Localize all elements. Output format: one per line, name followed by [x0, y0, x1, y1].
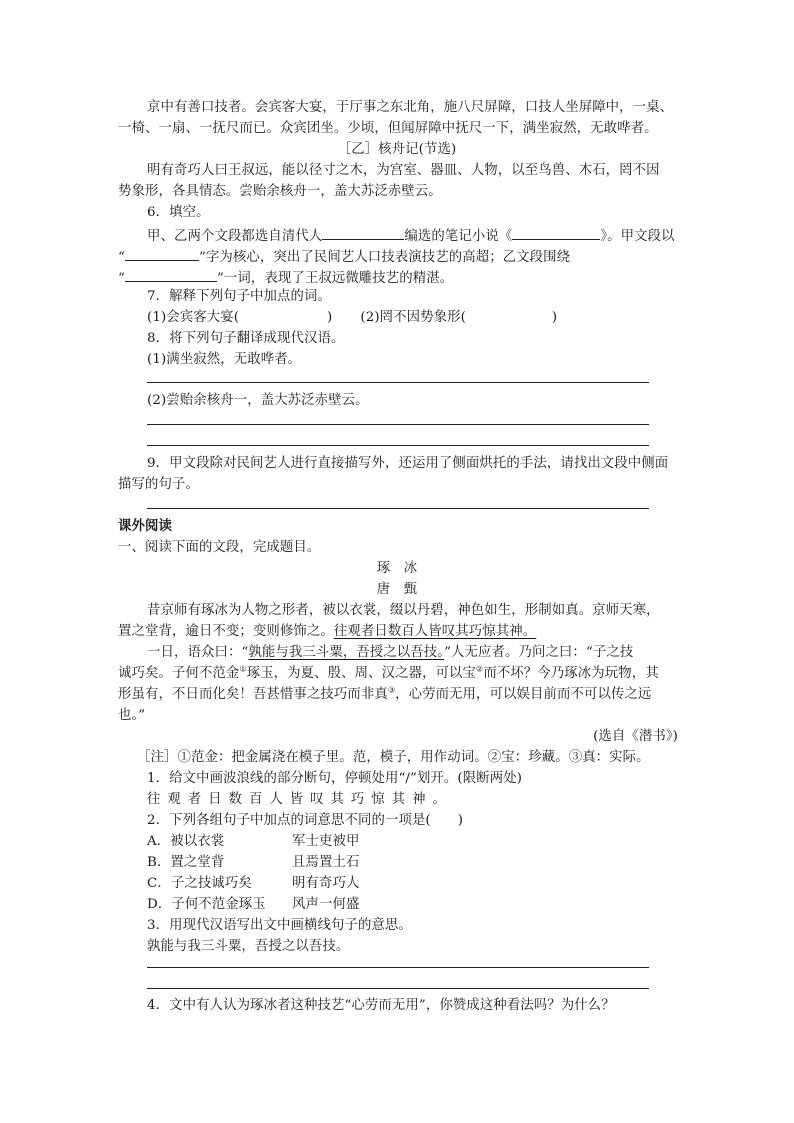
- extra-title: 琢 冰: [376, 561, 418, 576]
- option-d-left: D．子何不范金琢玉: [147, 897, 266, 912]
- eq2-option-b[interactable]: [147, 855, 359, 871]
- q6-line-3: [118, 268, 453, 287]
- q7-items: [147, 310, 557, 326]
- extra-p2-line-2: [118, 666, 659, 682]
- q6-line1-a: 甲、乙两个文段都选自清代人: [147, 229, 323, 244]
- eq1-title: 1．给文中画波浪线的部分断句，停顿处用“/”划开。(限断两处): [147, 771, 523, 786]
- option-c-left: C．子之技诚巧矣: [147, 876, 252, 891]
- q6-line1-c: 》。甲文段以: [600, 229, 675, 244]
- eq3-answer-line-1[interactable]: [147, 967, 649, 968]
- eq1-text[interactable]: 往观者日数百人皆叹其巧惊其神。: [147, 792, 453, 807]
- q6-title: 6．填空。: [147, 205, 210, 220]
- q8-answer-line-3[interactable]: [147, 445, 649, 446]
- q6-blank-author[interactable]: [322, 226, 404, 240]
- option-b-right: 且焉置土石: [292, 855, 360, 870]
- q6-line-1: [147, 226, 675, 245]
- extra-p1-line2-a: 置之堂背，逾日不变；变则修饰之。: [118, 624, 334, 639]
- extra-p2-line2-b: 琢玉，为夏、殷、周、汉之器，可以宝: [246, 666, 477, 681]
- q6-blank-word-b[interactable]: [125, 268, 217, 282]
- q7-item-2-end: ): [551, 310, 558, 325]
- option-a-right: 军士吏被甲: [292, 834, 360, 849]
- q6-line3-a: “: [118, 271, 125, 286]
- extra-p2-line-4: 也。”: [118, 708, 146, 723]
- eq2-option-a[interactable]: [147, 834, 359, 850]
- footnote-ref-1: ①: [239, 664, 247, 674]
- eq4-title: 4．文中有人认为琢冰者这种技艺“心劳而无用”，你赞成这种看法吗？为什么？: [147, 998, 615, 1013]
- q8-item-2: (2)尝贻余核舟一，盖大苏泛赤壁云。: [147, 393, 369, 408]
- underlined-sentence: 孰能与我三斗粟，吾授之以吾技。: [248, 645, 445, 660]
- q8-answer-line-2[interactable]: [147, 424, 649, 425]
- wavy-underlined-sentence: 往观者日数百人皆叹其巧惊其神。: [333, 624, 537, 639]
- eq2-title: 2．下列各组句子中加点的词意思不同的一项是( ): [147, 813, 464, 828]
- extra-p2-line3-a: 形虽有，不日而化矣！吾甚惜事之技巧而非真: [118, 687, 388, 702]
- passage-a-line-1: 京中有善口技者。会宾客大宴，于厅事之东北角，施八尺屏障，口技人坐屏障中，一桌、: [147, 100, 674, 115]
- passage-b-line-1: 明有奇巧人曰王叔远，能以径寸之木，为宫室、器皿、人物，以至鸟兽、木石，罔不因: [147, 163, 660, 178]
- eq3-text: 孰能与我三斗粟，吾授之以吾技。: [147, 939, 350, 954]
- eq2-option-c[interactable]: [147, 876, 359, 892]
- q7-item-1: (1)会宾客大宴(: [147, 310, 240, 325]
- q6-line1-b: 编选的笔记小说《: [404, 229, 513, 244]
- passage-b-line-2: 势象形，各具情态。尝贻余核舟一，盖大苏泛赤壁云。: [118, 184, 442, 199]
- eq3-answer-line-2[interactable]: [147, 988, 649, 989]
- q6-line-2: [118, 247, 570, 266]
- extra-p2-line1-c: ”人无应者。乃问之曰：“子之技: [444, 645, 634, 660]
- passage-b-title: ［乙］核舟记(节选): [337, 142, 457, 157]
- extra-p2-line1-a: 一日，语众曰：“: [147, 645, 249, 660]
- eq2-option-d[interactable]: [147, 897, 359, 913]
- q9-answer-line[interactable]: [147, 508, 649, 509]
- extra-source: (选自《潜书》): [593, 729, 678, 744]
- extra-p2-line-1: [147, 645, 633, 661]
- q6-line3-b: ”一词，表现了王叔远微雕技艺的精湛。: [216, 271, 454, 286]
- option-b-left: B．置之堂背: [147, 855, 225, 870]
- extra-p2-line2-c: 而不坏？今乃琢冰为玩物，其: [483, 666, 659, 681]
- q6-line2-b: ”字为核心，突出了民间艺人口技表演技艺的高超；乙文段围绕: [198, 250, 571, 265]
- q8-title: 8．将下列句子翻译成现代汉语。: [147, 331, 345, 346]
- footnote-ref-3: ③: [387, 685, 396, 695]
- eq3-title: 3．用现代汉语写出文中画横线句子的意思。: [147, 918, 412, 933]
- q7-item-2: (2)罔不因势象形(: [360, 310, 466, 325]
- option-d-right: 风声一何盛: [292, 897, 360, 912]
- extra-p2-line3-b: ，心劳而无用，可以娱目前而不可以传之远: [395, 687, 652, 702]
- extra-instruction: 一、阅读下面的文段，完成题目。: [118, 540, 321, 555]
- extra-p2-line2-a: 诚巧矣。子何不范金: [118, 666, 240, 681]
- q9-line-1: 9．甲文段除对民间艺人进行直接描写外，还运用了侧面烘托的手法，请找出文段中侧面: [147, 456, 669, 471]
- extra-p1-line-1: 昔京师有琢冰为人物之形者，被以衣裳，缀以丹碧，神色如生，形制如真。京师天寒，: [147, 603, 660, 618]
- extra-p2-line-3: [118, 687, 651, 703]
- extra-p1-line-2: [118, 624, 536, 640]
- passage-a-line-2: 一椅、一扇、一抚尺而已。众宾团坐。少顷，但闻屏障中抚尺一下，满坐寂然，无敢哗者。: [118, 121, 658, 136]
- q7-item-1-end: ): [327, 310, 333, 325]
- extra-author: 唐 甄: [376, 582, 418, 597]
- q7-title: 7．解释下列句子中加点的词。: [147, 289, 331, 304]
- option-a-left: A．被以衣裳: [147, 834, 225, 849]
- q6-blank-book[interactable]: [512, 226, 600, 240]
- option-c-right: 明有奇巧人: [292, 876, 360, 891]
- extra-note: ［注］①范金：把金属浇在模子里。范，模子，用作动词。②宝：珍藏。③真：实际。: [137, 750, 650, 765]
- q8-answer-line-1[interactable]: [147, 382, 649, 383]
- q6-line2-a: “: [118, 250, 125, 265]
- q9-line-2: 描写的句子。: [118, 477, 199, 492]
- q6-blank-word-a[interactable]: [125, 247, 199, 261]
- q8-item-1: (1)满坐寂然，无敢哗者。: [147, 352, 302, 367]
- extra-heading: 课外阅读: [118, 519, 172, 534]
- footnote-ref-2: ②: [476, 664, 484, 674]
